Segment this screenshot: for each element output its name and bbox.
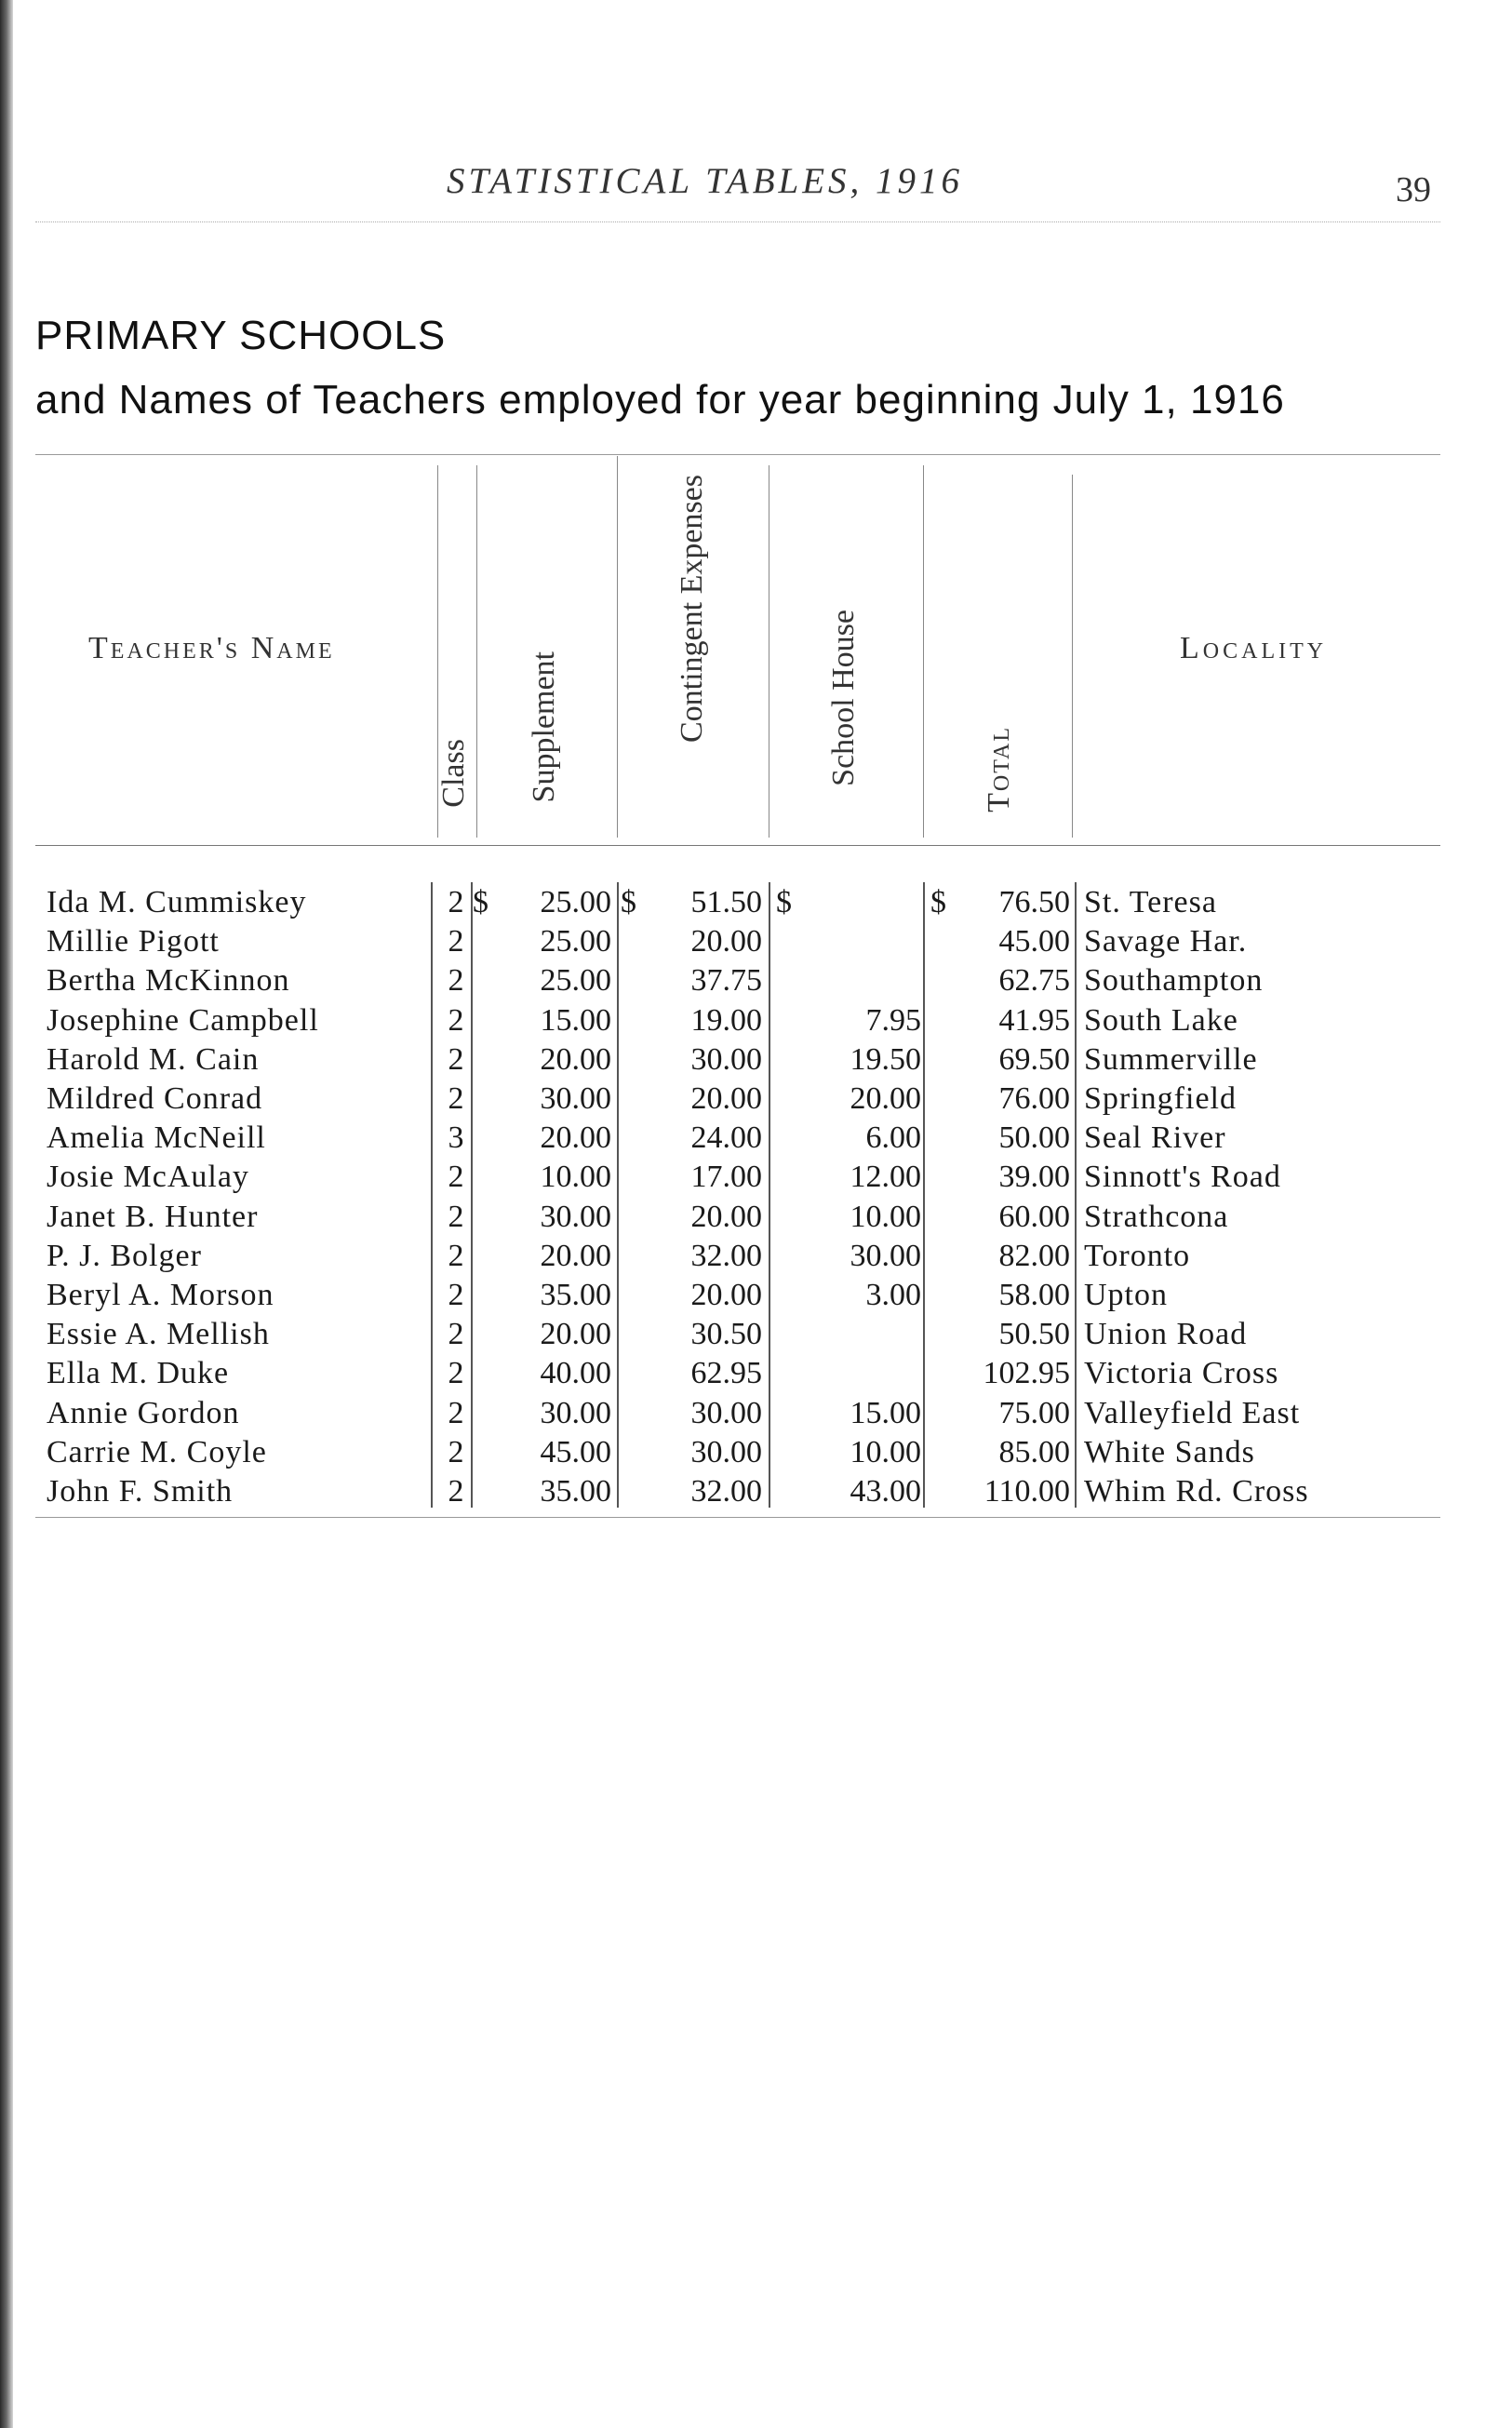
header-locality: Locality — [1180, 631, 1328, 665]
locality-cell: Whim Rd. Cross — [1084, 1474, 1309, 1509]
supplement-cell: 20.00 — [540, 1238, 611, 1273]
locality-cell: St. Teresa — [1084, 885, 1217, 919]
table-row — [0, 961, 1512, 1000]
total-cell: 85.00 — [998, 1434, 1070, 1469]
contingent-expenses-cell: 30.00 — [690, 1395, 762, 1430]
class-cell: 2 — [448, 1434, 464, 1469]
supplement-cell: 35.00 — [540, 1278, 611, 1312]
header-divider — [923, 465, 924, 838]
locality-cell: Springfield — [1084, 1081, 1237, 1116]
teacher-name-cell: Ida M. Cummiskey — [47, 885, 307, 919]
teacher-name-cell: Josephine Campbell — [47, 1002, 319, 1038]
locality-cell: Southampton — [1084, 963, 1264, 999]
contingent-expenses-cell: 51.50 — [690, 885, 762, 919]
table-row — [0, 1433, 1512, 1472]
contingent-expenses-cell: 30.50 — [690, 1317, 762, 1352]
supplement-cell: 10.00 — [540, 1160, 611, 1195]
table-row — [0, 1472, 1512, 1511]
class-cell: 2 — [448, 1238, 464, 1273]
locality-cell: Upton — [1084, 1278, 1168, 1312]
school-house-cell: 19.50 — [850, 1041, 921, 1077]
total-cell: 76.00 — [998, 1081, 1070, 1116]
table-row — [0, 1198, 1512, 1237]
total-cell: 41.95 — [998, 1002, 1070, 1038]
teacher-name-cell: Ella M. Duke — [47, 1356, 230, 1391]
table-row — [0, 1237, 1512, 1276]
class-cell: 2 — [448, 1160, 464, 1195]
contingent-expenses-cell: 62.95 — [690, 1356, 762, 1391]
table-top-rule — [35, 454, 1440, 455]
header-teacher-name: Teacher's Name — [88, 631, 335, 665]
contingent-expenses-cell: 30.00 — [690, 1041, 762, 1077]
table-bottom-rule — [35, 1517, 1440, 1518]
locality-cell: White Sands — [1084, 1434, 1255, 1469]
class-cell: 2 — [448, 924, 464, 959]
page-number: 39 — [1396, 170, 1431, 209]
contingent-expenses-cell: 24.00 — [690, 1120, 762, 1156]
class-cell: 2 — [448, 1002, 464, 1038]
locality-cell: Victoria Cross — [1084, 1356, 1279, 1391]
total-cell: 58.00 — [998, 1278, 1070, 1312]
supplement-cell: 30.00 — [540, 1199, 611, 1234]
contingent-expenses-cell: 20.00 — [690, 1081, 762, 1116]
class-cell: 2 — [448, 1278, 464, 1312]
table-row — [0, 1080, 1512, 1119]
table-row — [0, 1315, 1512, 1354]
contingent-expenses-cell: 19.00 — [690, 1002, 762, 1038]
header-divider — [617, 456, 618, 838]
class-cell: 2 — [448, 1081, 464, 1116]
class-cell: 2 — [448, 1356, 464, 1391]
supplement-cell: 15.00 — [540, 1002, 611, 1038]
locality-cell: Union Road — [1084, 1317, 1248, 1352]
teacher-name-cell: Harold M. Cain — [47, 1041, 260, 1077]
contingent-expenses-cell: 20.00 — [690, 924, 762, 959]
table-row — [0, 922, 1512, 961]
header-contingent-expenses: Contingent Expenses — [675, 475, 709, 744]
class-cell: 2 — [448, 1474, 464, 1509]
total-cell: 76.50 — [998, 885, 1070, 919]
teacher-name-cell: Carrie M. Coyle — [47, 1434, 267, 1469]
table-row — [0, 1158, 1512, 1197]
supplement-cell: 30.00 — [540, 1081, 611, 1116]
contingent-expenses-cell: 32.00 — [690, 1238, 762, 1273]
teacher-name-cell: Beryl A. Morson — [47, 1278, 274, 1312]
header-class: Class — [436, 739, 471, 808]
contingent-expenses-cell: 37.75 — [690, 963, 762, 999]
total-cell: 110.00 — [983, 1474, 1070, 1509]
supplement-cell: 35.00 — [540, 1474, 611, 1509]
header-total: Total — [982, 726, 1016, 812]
table-row — [0, 1276, 1512, 1315]
locality-cell: Sinnott's Road — [1084, 1160, 1281, 1195]
total-cell: 69.50 — [998, 1041, 1070, 1077]
class-cell: 2 — [448, 1199, 464, 1234]
table-row — [0, 1394, 1512, 1433]
locality-cell: Summerville — [1084, 1041, 1258, 1077]
supplement-cell: 25.00 — [540, 924, 611, 959]
school-house-cell: 12.00 — [850, 1160, 921, 1195]
teacher-name-cell: Essie A. Mellish — [47, 1317, 270, 1352]
supplement-cell: 25.00 — [540, 885, 611, 919]
total-cell: 62.75 — [998, 963, 1070, 999]
total-cell: 60.00 — [998, 1199, 1070, 1234]
table-row — [0, 1119, 1512, 1158]
total-cell: 82.00 — [998, 1238, 1070, 1273]
header-divider — [1072, 475, 1073, 838]
class-cell: 2 — [448, 963, 464, 999]
section-subtitle: and Names of Teachers employed for year beginning July 1, 1916 — [35, 377, 1285, 423]
contingent-expenses-cell: 20.00 — [690, 1199, 762, 1234]
table-header-rule — [35, 845, 1440, 846]
school-house-cell: 20.00 — [850, 1081, 921, 1116]
total-cell: 50.00 — [998, 1120, 1070, 1156]
school-house-cell: 6.00 — [865, 1120, 921, 1156]
total-cell: 102.95 — [983, 1356, 1070, 1391]
locality-cell: Toronto — [1084, 1238, 1191, 1273]
school-house-cell: 43.00 — [850, 1474, 921, 1509]
header-school-house: School House — [826, 610, 861, 786]
school-house-cell: 10.00 — [850, 1434, 921, 1469]
school-house-cell: 15.00 — [850, 1395, 921, 1430]
teacher-name-cell: John F. Smith — [47, 1474, 234, 1509]
dollar-sign: $ — [473, 885, 488, 919]
dollar-sign: $ — [776, 885, 792, 919]
school-house-cell: 30.00 — [850, 1238, 921, 1273]
class-cell: 2 — [448, 1395, 464, 1430]
table-row — [0, 1354, 1512, 1393]
supplement-cell: 25.00 — [540, 963, 611, 999]
locality-cell: Savage Har. — [1084, 924, 1248, 959]
total-cell: 39.00 — [998, 1160, 1070, 1195]
total-cell: 45.00 — [998, 924, 1070, 959]
contingent-expenses-cell: 32.00 — [690, 1474, 762, 1509]
teacher-name-cell: Mildred Conrad — [47, 1081, 263, 1116]
teacher-name-cell: Janet B. Hunter — [47, 1199, 259, 1234]
contingent-expenses-cell: 20.00 — [690, 1278, 762, 1312]
supplement-cell: 20.00 — [540, 1317, 611, 1352]
supplement-cell: 20.00 — [540, 1041, 611, 1077]
header-rule — [35, 221, 1440, 222]
school-house-cell: 3.00 — [865, 1278, 921, 1312]
teacher-name-cell: Annie Gordon — [47, 1395, 240, 1430]
total-cell: 75.00 — [998, 1395, 1070, 1430]
running-head: STATISTICAL TABLES, 1916 — [447, 161, 964, 201]
dollar-sign: $ — [930, 885, 946, 919]
contingent-expenses-cell: 30.00 — [690, 1434, 762, 1469]
table-row — [0, 1001, 1512, 1040]
header-divider — [476, 465, 477, 838]
class-cell: 2 — [448, 885, 464, 919]
supplement-cell: 20.00 — [540, 1120, 611, 1156]
teacher-name-cell: P. J. Bolger — [47, 1238, 202, 1273]
locality-cell: Strathcona — [1084, 1199, 1229, 1234]
teacher-name-cell: Josie McAulay — [47, 1160, 249, 1195]
locality-cell: Valleyfield East — [1084, 1395, 1301, 1430]
contingent-expenses-cell: 17.00 — [690, 1160, 762, 1195]
teacher-name-cell: Amelia McNeill — [47, 1120, 266, 1156]
table-row — [0, 1040, 1512, 1080]
teacher-name-cell: Millie Pigott — [47, 924, 220, 959]
teacher-name-cell: Bertha McKinnon — [47, 963, 290, 999]
supplement-cell: 30.00 — [540, 1395, 611, 1430]
locality-cell: Seal River — [1084, 1120, 1226, 1156]
locality-cell: South Lake — [1084, 1002, 1238, 1038]
header-supplement: Supplement — [527, 651, 561, 803]
total-cell: 50.50 — [998, 1317, 1070, 1352]
class-cell: 2 — [448, 1317, 464, 1352]
supplement-cell: 40.00 — [540, 1356, 611, 1391]
class-cell: 2 — [448, 1041, 464, 1077]
table-row — [0, 883, 1512, 922]
school-house-cell: 10.00 — [850, 1199, 921, 1234]
dollar-sign: $ — [621, 885, 636, 919]
section-title: PRIMARY SCHOOLS — [35, 313, 447, 358]
class-cell: 3 — [448, 1120, 464, 1156]
school-house-cell: 7.95 — [865, 1002, 921, 1038]
header-divider — [437, 465, 438, 838]
supplement-cell: 45.00 — [540, 1434, 611, 1469]
